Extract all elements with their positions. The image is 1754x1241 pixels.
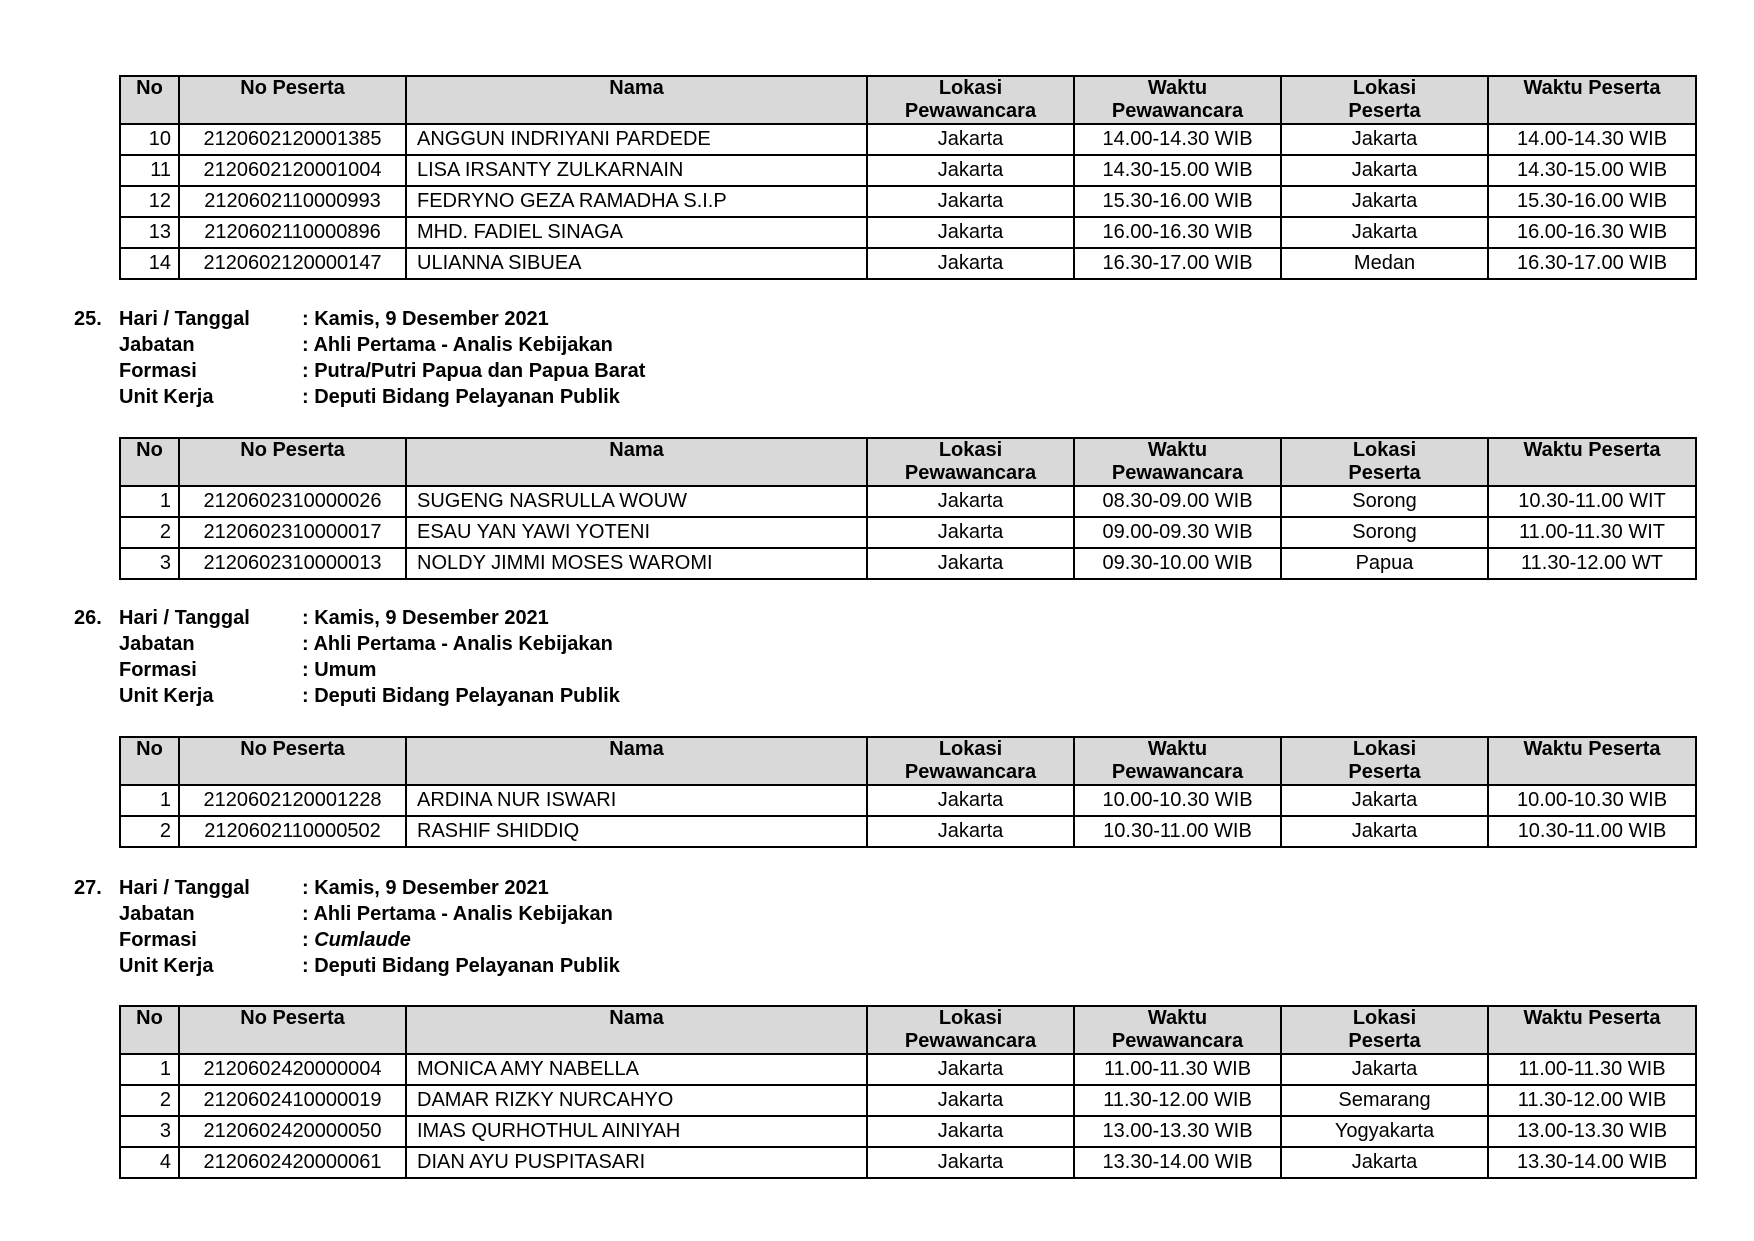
cell-no: 14 xyxy=(120,248,179,279)
cell-waktu-pewawancara: 09.30-10.00 WIB xyxy=(1074,548,1281,579)
header-line: Waktu xyxy=(1147,738,1208,760)
cell-no: 10 xyxy=(120,124,179,155)
cell-no-peserta: 2120602110000502 xyxy=(179,816,406,847)
table-row xyxy=(120,785,1696,816)
cell-waktu-peserta: 11.30-12.00 WT xyxy=(1488,548,1696,579)
hari-label: Hari / Tanggal xyxy=(119,877,250,899)
hari-label: Hari / Tanggal xyxy=(119,308,250,330)
cell-lokasi-peserta: Jakarta xyxy=(1281,155,1488,186)
cell-lokasi-peserta: Jakarta xyxy=(1281,816,1488,847)
col-header-waktu-pewawancara xyxy=(1074,737,1281,785)
cell-lokasi-pewawancara: Jakarta xyxy=(867,1054,1074,1085)
formasi-label: Formasi xyxy=(119,929,197,951)
jabatan-label: Jabatan xyxy=(119,633,195,655)
col-header-nama: Nama xyxy=(406,1006,867,1054)
formasi-prefix: : xyxy=(302,360,315,382)
cell-nama: SUGENG NASRULLA WOUW xyxy=(406,486,867,517)
header-line: Peserta xyxy=(1348,1030,1421,1052)
jabatan-label: Jabatan xyxy=(119,903,195,925)
cell-waktu-peserta: 13.00-13.30 WIB xyxy=(1488,1116,1696,1147)
cell-no-peserta: 2120602420000050 xyxy=(179,1116,406,1147)
table-row xyxy=(120,1147,1696,1178)
formasi-prefix: : xyxy=(302,659,315,681)
cell-no: 2 xyxy=(120,517,179,548)
cell-waktu-pewawancara: 11.30-12.00 WIB xyxy=(1074,1085,1281,1116)
hari-value: : Kamis, 9 Desember 2021 xyxy=(302,308,549,330)
cell-no-peserta: 2120602120001004 xyxy=(179,155,406,186)
cell-waktu-peserta: 11.00-11.30 WIT xyxy=(1488,517,1696,548)
cell-no: 3 xyxy=(120,548,179,579)
cell-nama: DIAN AYU PUSPITASARI xyxy=(406,1147,867,1178)
col-header-nama: Nama xyxy=(406,438,867,486)
cell-nama: LISA IRSANTY ZULKARNAIN xyxy=(406,155,867,186)
unit-value: : Deputi Bidang Pelayanan Publik xyxy=(302,386,620,408)
cell-waktu-peserta: 16.00-16.30 WIB xyxy=(1488,217,1696,248)
jabatan-value: : Ahli Pertama - Analis Kebijakan xyxy=(302,903,613,925)
cell-nama: ESAU YAN YAWI YOTENI xyxy=(406,517,867,548)
section-info xyxy=(74,875,620,979)
header-line: Lokasi xyxy=(938,439,1003,461)
table-row xyxy=(120,186,1696,217)
col-header-waktu-peserta: Waktu Peserta xyxy=(1488,438,1696,486)
cell-waktu-peserta: 15.30-16.00 WIB xyxy=(1488,186,1696,217)
cell-waktu-pewawancara: 13.30-14.00 WIB xyxy=(1074,1147,1281,1178)
cell-lokasi-pewawancara: Jakarta xyxy=(867,816,1074,847)
cell-lokasi-peserta: Jakarta xyxy=(1281,186,1488,217)
cell-lokasi-pewawancara: Jakarta xyxy=(867,217,1074,248)
table-header-row xyxy=(120,737,1696,785)
cell-nama: DAMAR RIZKY NURCAHYO xyxy=(406,1085,867,1116)
cell-lokasi-peserta: Semarang xyxy=(1281,1085,1488,1116)
cell-waktu-pewawancara: 14.00-14.30 WIB xyxy=(1074,124,1281,155)
col-header-no: No xyxy=(120,76,179,124)
header-line: Peserta xyxy=(1348,761,1421,783)
section-number: 27. xyxy=(74,877,102,899)
table-row xyxy=(120,124,1696,155)
formasi-value: Putra/Putri Papua dan Papua Barat xyxy=(314,360,646,382)
header-line: Waktu xyxy=(1147,77,1208,99)
col-header-waktu-pewawancara xyxy=(1074,76,1281,124)
cell-lokasi-peserta: Jakarta xyxy=(1281,124,1488,155)
col-header-waktu-peserta: Waktu Peserta xyxy=(1488,737,1696,785)
formasi-value: Umum xyxy=(314,659,377,681)
cell-waktu-pewawancara: 10.00-10.30 WIB xyxy=(1074,785,1281,816)
schedule-table xyxy=(119,437,1697,580)
cell-waktu-peserta: 14.30-15.00 WIB xyxy=(1488,155,1696,186)
formasi-label: Formasi xyxy=(119,659,197,681)
col-header-lokasi-peserta xyxy=(1281,438,1488,486)
col-header-lokasi-peserta xyxy=(1281,737,1488,785)
cell-no-peserta: 2120602310000017 xyxy=(179,517,406,548)
jabatan-label: Jabatan xyxy=(119,334,195,356)
unit-value: : Deputi Bidang Pelayanan Publik xyxy=(302,685,620,707)
col-header-lokasi-peserta xyxy=(1281,1006,1488,1054)
table-header-row xyxy=(120,438,1696,486)
hari-value: : Kamis, 9 Desember 2021 xyxy=(302,607,549,629)
cell-waktu-peserta: 11.30-12.00 WIB xyxy=(1488,1085,1696,1116)
cell-waktu-pewawancara: 16.00-16.30 WIB xyxy=(1074,217,1281,248)
section-info xyxy=(74,605,620,709)
cell-nama: ULIANNA SIBUEA xyxy=(406,248,867,279)
cell-lokasi-pewawancara: Jakarta xyxy=(867,548,1074,579)
col-header-no-peserta: No Peserta xyxy=(179,737,406,785)
header-line: Lokasi xyxy=(938,738,1003,760)
cell-nama: MHD. FADIEL SINAGA xyxy=(406,217,867,248)
cell-lokasi-peserta: Jakarta xyxy=(1281,217,1488,248)
cell-waktu-peserta: 16.30-17.00 WIB xyxy=(1488,248,1696,279)
section-number: 26. xyxy=(74,607,102,629)
cell-lokasi-peserta: Medan xyxy=(1281,248,1488,279)
cell-nama: RASHIF SHIDDIQ xyxy=(406,816,867,847)
cell-lokasi-peserta: Jakarta xyxy=(1281,1147,1488,1178)
jabatan-value: : Ahli Pertama - Analis Kebijakan xyxy=(302,633,613,655)
cell-waktu-pewawancara: 16.30-17.00 WIB xyxy=(1074,248,1281,279)
header-line: Lokasi xyxy=(1352,1007,1417,1029)
table-row xyxy=(120,248,1696,279)
cell-lokasi-peserta: Jakarta xyxy=(1281,785,1488,816)
header-line: Lokasi xyxy=(1352,77,1417,99)
cell-waktu-pewawancara: 15.30-16.00 WIB xyxy=(1074,186,1281,217)
header-line: Pewawancara xyxy=(1111,100,1244,122)
cell-lokasi-pewawancara: Jakarta xyxy=(867,1147,1074,1178)
header-line: Pewawancara xyxy=(904,1030,1037,1052)
cell-no-peserta: 2120602310000026 xyxy=(179,486,406,517)
unit-label: Unit Kerja xyxy=(119,685,214,707)
header-line: Lokasi xyxy=(938,77,1003,99)
cell-lokasi-pewawancara: Jakarta xyxy=(867,1085,1074,1116)
col-header-lokasi-pewawancara xyxy=(867,76,1074,124)
table-row xyxy=(120,217,1696,248)
cell-no-peserta: 2120602410000019 xyxy=(179,1085,406,1116)
cell-lokasi-pewawancara: Jakarta xyxy=(867,1116,1074,1147)
col-header-no: No xyxy=(120,1006,179,1054)
col-header-no: No xyxy=(120,438,179,486)
table-row xyxy=(120,1085,1696,1116)
cell-no-peserta: 2120602420000061 xyxy=(179,1147,406,1178)
cell-lokasi-peserta: Jakarta xyxy=(1281,1054,1488,1085)
cell-lokasi-peserta: Papua xyxy=(1281,548,1488,579)
jabatan-value: : Ahli Pertama - Analis Kebijakan xyxy=(302,334,613,356)
cell-no: 13 xyxy=(120,217,179,248)
hari-value: : Kamis, 9 Desember 2021 xyxy=(302,877,549,899)
cell-no: 1 xyxy=(120,785,179,816)
col-header-waktu-peserta: Waktu Peserta xyxy=(1488,1006,1696,1054)
cell-lokasi-pewawancara: Jakarta xyxy=(867,517,1074,548)
header-line: Pewawancara xyxy=(1111,761,1244,783)
cell-lokasi-pewawancara: Jakarta xyxy=(867,486,1074,517)
schedule-table xyxy=(119,1005,1697,1179)
table-row xyxy=(120,517,1696,548)
header-line: Lokasi xyxy=(1352,439,1417,461)
col-header-lokasi-pewawancara xyxy=(867,1006,1074,1054)
header-line: Lokasi xyxy=(938,1007,1003,1029)
col-header-no-peserta: No Peserta xyxy=(179,76,406,124)
cell-waktu-peserta: 10.30-11.00 WIT xyxy=(1488,486,1696,517)
table-header-row xyxy=(120,1006,1696,1054)
cell-no-peserta: 2120602120001228 xyxy=(179,785,406,816)
col-header-lokasi-pewawancara xyxy=(867,438,1074,486)
cell-lokasi-pewawancara: Jakarta xyxy=(867,155,1074,186)
cell-lokasi-pewawancara: Jakarta xyxy=(867,248,1074,279)
cell-waktu-peserta: 10.00-10.30 WIB xyxy=(1488,785,1696,816)
cell-waktu-pewawancara: 09.00-09.30 WIB xyxy=(1074,517,1281,548)
cell-no-peserta: 2120602420000004 xyxy=(179,1054,406,1085)
cell-waktu-pewawancara: 08.30-09.00 WIB xyxy=(1074,486,1281,517)
section-number: 25. xyxy=(74,308,102,330)
col-header-no: No xyxy=(120,737,179,785)
table-header-row xyxy=(120,76,1696,124)
header-line: Peserta xyxy=(1348,100,1421,122)
cell-no: 2 xyxy=(120,1085,179,1116)
cell-lokasi-peserta: Yogyakarta xyxy=(1281,1116,1488,1147)
unit-value: : Deputi Bidang Pelayanan Publik xyxy=(302,955,620,977)
cell-no: 12 xyxy=(120,186,179,217)
cell-waktu-peserta: 10.30-11.00 WIB xyxy=(1488,816,1696,847)
cell-waktu-pewawancara: 11.00-11.30 WIB xyxy=(1074,1054,1281,1085)
cell-lokasi-pewawancara: Jakarta xyxy=(867,124,1074,155)
header-line: Pewawancara xyxy=(904,100,1037,122)
cell-no: 1 xyxy=(120,486,179,517)
cell-waktu-peserta: 11.00-11.30 WIB xyxy=(1488,1054,1696,1085)
header-line: Waktu xyxy=(1147,1007,1208,1029)
formasi-prefix: : xyxy=(302,929,315,951)
table-row xyxy=(120,1116,1696,1147)
schedule-table xyxy=(119,75,1697,280)
col-header-waktu-peserta: Waktu Peserta xyxy=(1488,76,1696,124)
table-row xyxy=(120,1054,1696,1085)
cell-nama: NOLDY JIMMI MOSES WAROMI xyxy=(406,548,867,579)
col-header-waktu-pewawancara xyxy=(1074,1006,1281,1054)
unit-label: Unit Kerja xyxy=(119,386,214,408)
cell-no-peserta: 2120602120001385 xyxy=(179,124,406,155)
cell-no-peserta: 2120602110000896 xyxy=(179,217,406,248)
header-line: Pewawancara xyxy=(1111,1030,1244,1052)
cell-waktu-pewawancara: 13.00-13.30 WIB xyxy=(1074,1116,1281,1147)
cell-no-peserta: 2120602110000993 xyxy=(179,186,406,217)
hari-label: Hari / Tanggal xyxy=(119,607,250,629)
cell-waktu-peserta: 14.00-14.30 WIB xyxy=(1488,124,1696,155)
header-line: Peserta xyxy=(1348,462,1421,484)
col-header-lokasi-peserta xyxy=(1281,76,1488,124)
cell-nama: ARDINA NUR ISWARI xyxy=(406,785,867,816)
cell-no: 11 xyxy=(120,155,179,186)
cell-no: 4 xyxy=(120,1147,179,1178)
cell-lokasi-peserta: Sorong xyxy=(1281,517,1488,548)
table-row xyxy=(120,486,1696,517)
col-header-no-peserta: No Peserta xyxy=(179,1006,406,1054)
cell-no: 3 xyxy=(120,1116,179,1147)
cell-lokasi-peserta: Sorong xyxy=(1281,486,1488,517)
col-header-nama: Nama xyxy=(406,737,867,785)
header-line: Lokasi xyxy=(1352,738,1417,760)
header-line: Waktu xyxy=(1147,439,1208,461)
cell-nama: MONICA AMY NABELLA xyxy=(406,1054,867,1085)
unit-label: Unit Kerja xyxy=(119,955,214,977)
cell-no-peserta: 2120602310000013 xyxy=(179,548,406,579)
header-line: Pewawancara xyxy=(904,462,1037,484)
cell-lokasi-pewawancara: Jakarta xyxy=(867,785,1074,816)
col-header-nama: Nama xyxy=(406,76,867,124)
header-line: Pewawancara xyxy=(1111,462,1244,484)
cell-nama: FEDRYNO GEZA RAMADHA S.I.P xyxy=(406,186,867,217)
cell-no: 2 xyxy=(120,816,179,847)
schedule-table xyxy=(119,736,1697,848)
col-header-no-peserta: No Peserta xyxy=(179,438,406,486)
cell-nama: IMAS QURHOTHUL AINIYAH xyxy=(406,1116,867,1147)
cell-waktu-peserta: 13.30-14.00 WIB xyxy=(1488,1147,1696,1178)
header-line: Pewawancara xyxy=(904,761,1037,783)
col-header-waktu-pewawancara xyxy=(1074,438,1281,486)
formasi-value: Cumlaude xyxy=(314,929,411,951)
section-info xyxy=(74,306,645,410)
cell-waktu-pewawancara: 10.30-11.00 WIB xyxy=(1074,816,1281,847)
formasi-label: Formasi xyxy=(119,360,197,382)
table-row xyxy=(120,548,1696,579)
cell-no: 1 xyxy=(120,1054,179,1085)
cell-lokasi-pewawancara: Jakarta xyxy=(867,186,1074,217)
table-row xyxy=(120,816,1696,847)
cell-waktu-pewawancara: 14.30-15.00 WIB xyxy=(1074,155,1281,186)
cell-nama: ANGGUN INDRIYANI PARDEDE xyxy=(406,124,867,155)
cell-no-peserta: 2120602120000147 xyxy=(179,248,406,279)
table-row xyxy=(120,155,1696,186)
col-header-lokasi-pewawancara xyxy=(867,737,1074,785)
